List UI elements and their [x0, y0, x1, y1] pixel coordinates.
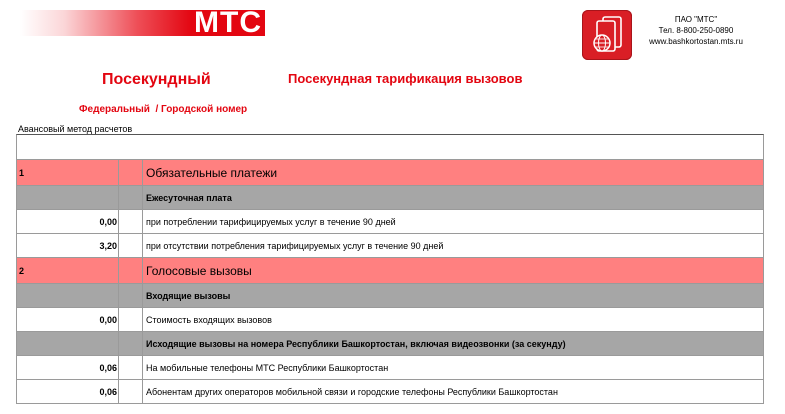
description-cell: На мобильные телефоны МТС Республики Башкортостан [146, 362, 389, 373]
price-cell [17, 284, 119, 307]
company-info [636, 14, 756, 47]
subsection-title: Входящие вызовы [146, 290, 231, 301]
section-title: Голосовые вызовы [146, 263, 252, 278]
section-title: Обязательные платежи [146, 165, 278, 180]
description-cell: при отсутствии потребления тарифицируемых услуг в течение 90 дней [146, 240, 444, 251]
brand-banner [20, 6, 265, 39]
table-row [17, 356, 763, 380]
spacer-cell [119, 380, 143, 403]
company-name: ПАО "МТС" [674, 15, 718, 24]
table-row [17, 210, 763, 234]
price-cell: 0,06 [17, 356, 119, 379]
spacer-cell [119, 332, 143, 355]
spacer-cell [119, 356, 143, 379]
spacer-cell [119, 160, 143, 185]
description-cell: при потреблении тарифицируемых услуг в течение 90 дней [146, 216, 396, 227]
price-cell: 0,06 [17, 380, 119, 403]
price-cell [17, 186, 119, 209]
price-cell [17, 332, 119, 355]
spacer-cell [119, 210, 143, 233]
globe-tablet-icon [582, 10, 632, 60]
price-cell: 0,00 [17, 308, 119, 331]
section-row [17, 160, 763, 186]
spacer-cell [119, 284, 143, 307]
tariff-description: Посекундная тарификация вызовов [288, 71, 523, 86]
description-cell: Стоимость входящих вызовов [146, 314, 272, 325]
section-row [17, 258, 763, 284]
spacer-cell [119, 234, 143, 257]
description-cell: Абонентам других операторов мобильной связи и городские телефоны Республики Башкортостан [146, 386, 558, 397]
tariff-name: Посекундный [102, 71, 211, 88]
subsection-row [17, 332, 763, 356]
spacer-cell [119, 308, 143, 331]
price-cell: 3,20 [17, 234, 119, 257]
subsection-title: Ежесуточная плата [146, 192, 232, 203]
table-header-row [17, 135, 763, 160]
table-row [17, 380, 763, 404]
company-website[interactable]: www.bashkortostan.mts.ru [649, 37, 743, 46]
number-type: Федеральный / Городской номер [79, 104, 248, 115]
subsection-title: Исходящие вызовы на номера Республики Башкортостан, включая видеозвонки (за секунду) [146, 338, 566, 349]
section-number: 1 [17, 160, 119, 185]
spacer-cell [119, 186, 143, 209]
brand-wordmark: МТС [194, 6, 262, 39]
subsection-row [17, 186, 763, 210]
table-row [17, 308, 763, 332]
payment-method: Авансовый метод расчетов [18, 124, 133, 134]
subsection-row [17, 284, 763, 308]
company-phone: Тел. 8-800-250-0890 [658, 26, 734, 35]
tariff-table [16, 134, 764, 404]
spacer-cell [119, 258, 143, 283]
table-row [17, 234, 763, 258]
price-cell: 0,00 [17, 210, 119, 233]
section-number: 2 [17, 258, 119, 283]
